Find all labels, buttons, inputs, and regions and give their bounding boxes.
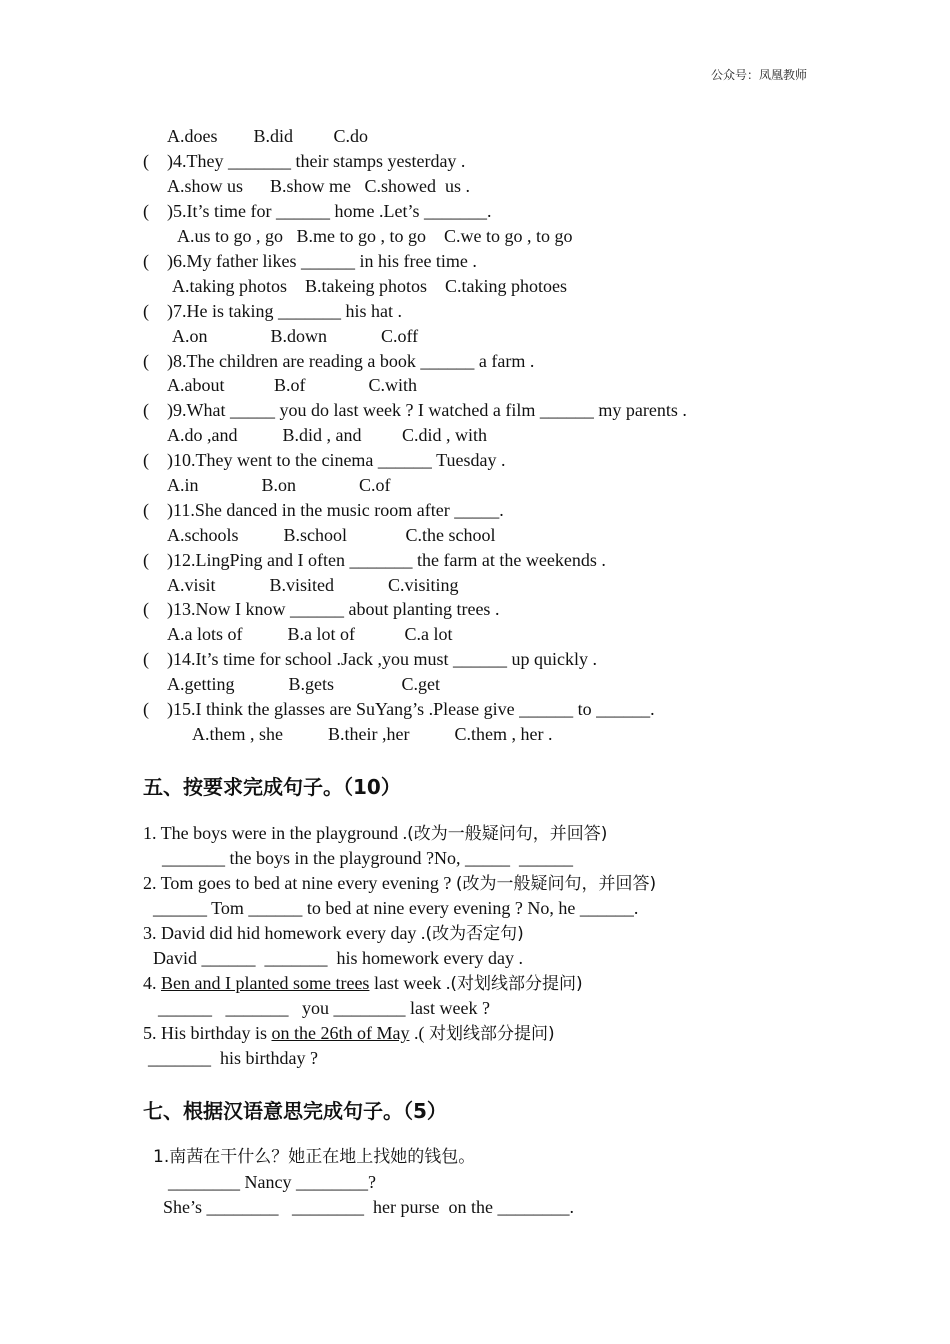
s7-question-1-chinese: 1.南茜在干什么？她正在地上找她的钱包。	[153, 1147, 476, 1167]
s5-q2-text: 2. Tom goes to bed at nine every evening ?	[143, 873, 456, 893]
s5-answer-1: _______ the boys in the playground ?No, _____ ______	[162, 848, 573, 868]
question-line: ( )12.LingPing and I often _______ the farm at the weekends .	[143, 550, 606, 570]
question-line: ( )5.It’s time for ______ home .Let’s _______.	[143, 201, 492, 221]
options-line: A.does B.did C.do	[167, 126, 369, 146]
s5-answer-2: ______ Tom ______ to bed at nine every evening ? No, he ______.	[153, 898, 639, 918]
options-line: A.do ,and B.did , and C.did , with	[167, 425, 487, 445]
section-7-heading: 七、根据汉语意思完成句子。（5）	[143, 1099, 447, 1123]
question-line: ( )13.Now I know ______ about planting trees .	[143, 599, 500, 619]
question-line: ( )9.What _____ you do last week ? I watched a film ______ my parents .	[143, 400, 687, 420]
question-line: ( )8.The children are reading a book ______ a farm .	[143, 351, 535, 371]
options-line: A.visit B.visited C.visiting	[167, 575, 459, 595]
question-line: ( )14.It’s time for school .Jack ,you must ______ up quickly .	[143, 649, 597, 669]
question-line: ( )7.He is taking _______ his hat .	[143, 301, 402, 321]
s5-q4-underlined: Ben and I planted some trees	[161, 973, 370, 993]
options-line: A.taking photos B.takeing photos C.taking photoes	[172, 276, 567, 296]
s5-q4-note: (对划线部分提问)	[450, 974, 583, 994]
s7-answer-1-line-1: ________ Nancy ________?	[168, 1172, 376, 1192]
s5-q3-note: (改为否定句)	[425, 924, 524, 944]
options-line: A.about B.of C.with	[167, 375, 417, 395]
question-line: ( )15.I think the glasses are SuYang’s .Please give ______ to ______.	[143, 699, 655, 719]
options-line: A.on B.down C.off	[172, 326, 419, 346]
options-line: A.a lots of B.a lot of C.a lot	[167, 624, 453, 644]
s5-q5-note: 对划线部分提问)	[428, 1024, 555, 1044]
question-line: ( )10.They went to the cinema ______ Tuesday .	[143, 450, 506, 470]
options-line: A.show us B.show me C.showed us .	[167, 176, 471, 196]
s5-answer-4: ______ _______ you ________ last week ?	[158, 998, 490, 1018]
s5-q1-note: (改为一般疑问句，并回答)	[407, 824, 608, 844]
s5-q5-underlined: on the 26th of May	[271, 1023, 410, 1043]
s5-question-3	[143, 922, 524, 945]
question-line: ( )6.My father likes ______ in his free time .	[143, 251, 477, 271]
section-5-heading: 五、按要求完成句子。（10）	[143, 775, 401, 799]
s5-question-5	[143, 1022, 555, 1045]
s5-answer-5: _______ his birthday ?	[148, 1048, 318, 1068]
s5-answer-3: David ______ _______ his homework every day .	[153, 948, 523, 968]
question-line: ( )4.They _______ their stamps yesterday .	[143, 151, 466, 171]
options-line: A.in B.on C.of	[167, 475, 391, 495]
s5-q1-text: 1. The boys were in the playground .	[143, 823, 408, 843]
s5-question-4	[143, 972, 583, 995]
s5-q5-suffix: .(	[409, 1023, 429, 1043]
options-line: A.them , she B.their ,her C.them , her .	[192, 724, 553, 744]
s5-question-1	[143, 822, 607, 845]
s5-question-2	[143, 872, 656, 895]
s5-q4-prefix: 4.	[143, 973, 161, 993]
s7-answer-1-line-2: She’s ________ ________ her purse on the ________.	[163, 1197, 574, 1217]
s5-q5-prefix: 5. His birthday is	[143, 1023, 272, 1043]
header-note: 公众号：凤凰教师	[711, 68, 808, 82]
options-line: A.schools B.school C.the school	[167, 525, 496, 545]
question-line: ( )11.She danced in the music room after _____.	[143, 500, 504, 520]
s5-q3-text: 3. David did hid homework every day .	[143, 923, 426, 943]
s5-q4-suffix: last week .	[369, 973, 451, 993]
s5-q2-note: (改为一般疑问句，并回答)	[455, 874, 657, 894]
options-line: A.us to go , go B.me to go , to go C.we to go , to go	[177, 226, 573, 246]
options-line: A.getting B.gets C.get	[167, 674, 440, 694]
